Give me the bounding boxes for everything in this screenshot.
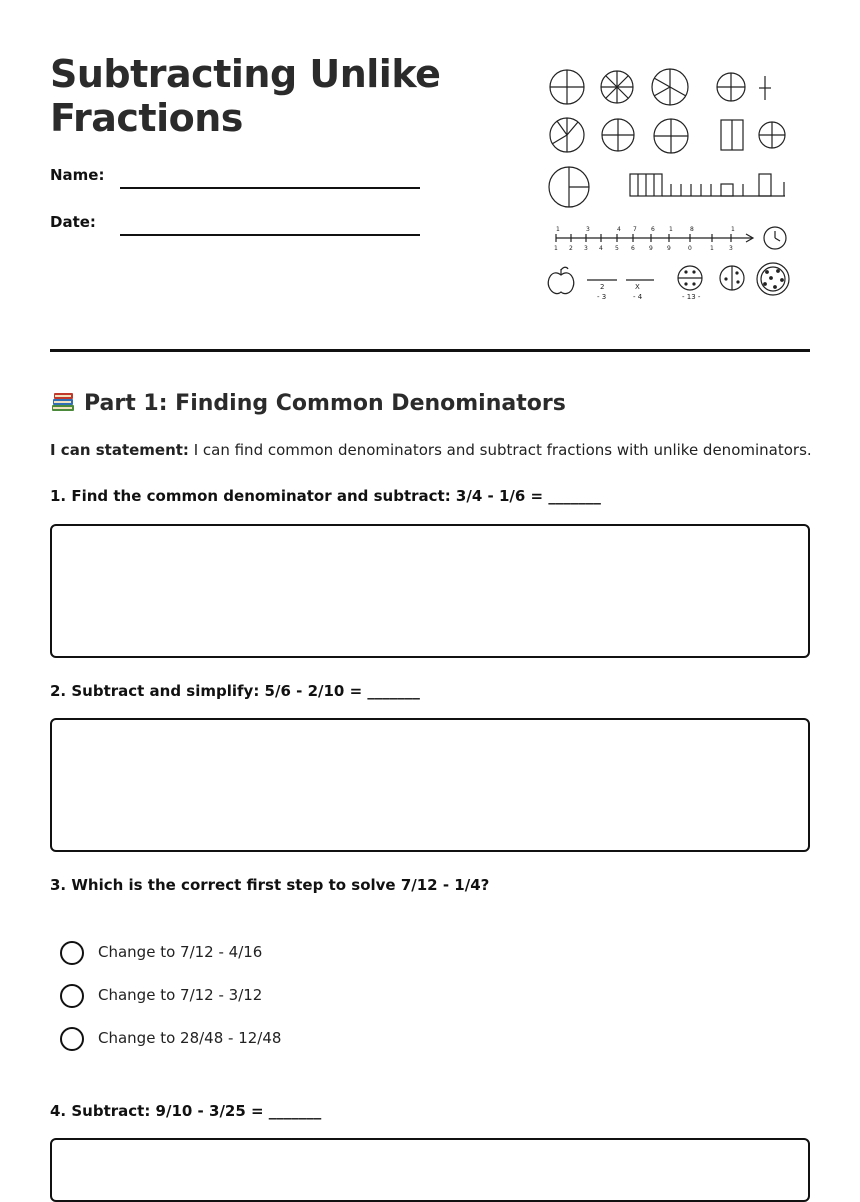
number-line-label-bottom: 5 [615,245,619,252]
part-1-heading [50,389,566,416]
number-line-label-bottom: 3 [584,245,588,252]
fraction-circle-dots [720,266,744,290]
statement-text: I can find common denominators and subtract fractions with unlike denominators. [188,441,812,459]
fraction-circle-three-parts [549,167,589,207]
number-line-label-bottom: 9 [667,245,671,252]
number-line-label-bottom: 1 [710,245,714,252]
name-label: Name: [50,166,105,184]
radio-button[interactable] [60,984,84,1008]
number-line-label-top: 1 [556,226,560,233]
number-line-label-bottom: 3 [729,245,733,252]
number-line-label-top: 1 [731,226,735,233]
fraction-circle-sixths [652,69,688,105]
statement-label: I can statement: [50,441,189,459]
question-4: 4. Subtract: 9/10 - 3/25 = _______ [50,1102,322,1120]
i-can-statement [50,441,812,459]
answer-box-1[interactable] [50,524,810,658]
fraction-circle-eighths [601,71,633,103]
fraction-circle-quarters-4 [759,122,785,148]
title-line-2: Fractions [50,96,243,140]
question-3: 3. Which is the correct first step to solve 7/12 - 1/4? [50,876,490,894]
fraction-mark [759,76,771,100]
number-line [556,234,753,242]
option-label: Change to 28/48 - 12/48 [98,1029,282,1047]
option-label: Change to 7/12 - 3/12 [98,986,263,1004]
fraction-bar-halves [721,120,743,150]
fraction-models-clipart [540,58,800,308]
fraction-circle-quarters-small [717,73,745,101]
fraction-bar-strip [630,174,785,196]
header-divider [50,349,810,352]
clock-icon [764,227,786,249]
name-field[interactable] [120,187,420,189]
fraction-circle-quarters [550,70,584,104]
radio-button[interactable] [60,1027,84,1051]
number-line-label-top: 4 [617,226,621,233]
number-line-label-bottom: 1 [554,245,558,252]
radio-button[interactable] [60,941,84,965]
number-line-label-top: 3 [586,226,590,233]
fraction-numerator: X [635,283,640,291]
number-line-label-bottom: 2 [569,245,573,252]
worksheet-title [50,52,470,140]
date-label: Date: [50,213,96,231]
option-label: Change to 7/12 - 4/16 [98,943,263,961]
fraction-circle-quarters-3 [654,119,688,153]
fraction-circle-quarters-2 [602,119,634,151]
number-line-label-bottom: 4 [599,245,603,252]
answer-box-2[interactable] [50,718,810,852]
fraction-denominator: - 13 - [682,293,701,301]
number-line-label-top: 1 [669,226,673,233]
fraction-denominator: - 4 [633,293,643,301]
date-field[interactable] [120,234,420,236]
books-icon [50,389,76,415]
number-line-label-top: 8 [690,226,694,233]
question-1: 1. Find the common denominator and subtract: 3/4 - 1/6 = _______ [50,487,601,505]
pizza-icon [757,263,789,295]
number-line-label-bottom: 0 [688,245,692,252]
title-line-1: Subtracting Unlike [50,52,441,96]
number-line-label-top: 7 [633,226,637,233]
question-2: 2. Subtract and simplify: 5/6 - 2/10 = _______ [50,682,420,700]
answer-box-4[interactable] [50,1138,810,1202]
number-line-label-bottom: 9 [649,245,653,252]
part-1-heading-text: Part 1: Finding Common Denominators [84,391,566,416]
fraction-circle-fan [550,118,584,152]
number-line-label-bottom: 6 [631,245,635,252]
apple-icon [548,267,574,293]
number-line-label-top: 6 [651,226,655,233]
fraction-numerator: 2 [600,283,605,291]
dice-circle-icon [678,266,702,290]
fraction-denominator: - 3 [597,293,607,301]
